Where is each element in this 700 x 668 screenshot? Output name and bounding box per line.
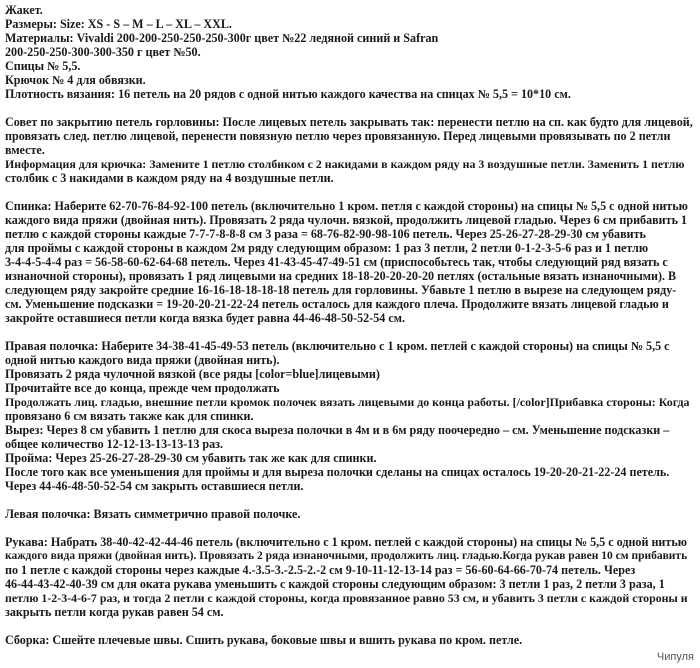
- text-line: Прочитайте все до конца, прежде чем продолжать: [5, 381, 280, 395]
- left-front-section: [5, 507, 693, 521]
- text-line: петлю с каждой стороны каждые 7-7-7-8-8-8 см 3 раза = 68-76-82-90-98-106 петель. Через 25-26-27-28-29-30 см убавить: [5, 227, 646, 241]
- text-line: Рукава: Набрать 38-40-42-42-44-46 петель (включительно с 1 кром. петлей с каждой стороны) на спицы № 5,5 с одной нитью: [5, 535, 687, 549]
- text-line: каждого вида пряжи (двойная нить). Провязать 2 ряда чулочн. вязкой, продолжить лицевой гладью. Через 6 см прибавить 1: [5, 213, 688, 227]
- pattern-document: [5, 3, 693, 647]
- text-line: для проймы с каждой стороны в каждом 2м ряду следующим образом: 1 раз 3 петли, 2 петли 0-1-2-3-5-6 раз и 1 петлю: [5, 241, 649, 255]
- assembly-section: [5, 633, 693, 647]
- text-line: закройте оставшиеся петли когда вязка будет равна 44-46-48-50-52-54 см.: [5, 311, 405, 325]
- text-line: Продолжать лиц. гладью, внешние петли кромок полочек вязать лицевыми до конца работы. [/color]Прибавка стороны: Когда: [5, 395, 690, 409]
- text-line: 46-44-43-42-40-39 см для оката рукава уменьшить с каждой стороны следующим образом: 3 петли 1 раз, 2 петли 3 раза, 1: [5, 577, 665, 591]
- text-line: Совет по закрытию петель горловины: После лицевых петель закрывать так: перенести петлю на сп. как будто для лицевой,: [5, 115, 693, 129]
- text-line: вместе.: [5, 143, 45, 157]
- sleeve-section: [5, 535, 693, 619]
- text-line: провязано 6 см вязать также как для спинки.: [5, 409, 254, 423]
- text-line: 3-4-4-5-4-4 раз = 56-58-60-62-64-68 петель. Через 41-43-45-47-49-51 см (приспособьтесь так, чтобы следующий ряд вязать с: [5, 255, 668, 269]
- back-section: [5, 199, 693, 325]
- text-line: закрыть петли когда рукав равен 54 см.: [5, 605, 224, 619]
- header-block: [5, 3, 693, 101]
- text-line: Провязать 2 ряда чулочной вязкой (все ряды [color=blue]лицевыми): [5, 367, 380, 381]
- text-line: столбик с 3 накидами в каждом ряду на 4 воздушные петли.: [5, 171, 334, 185]
- text-line: каждого вида пряжи (двойная нить). Провязать 2 ряда изнаночными, продолжить лиц. гладью.Когда рукав равен 10 см прибавить: [5, 550, 688, 562]
- materials-line-2: 200-250-250-300-300-350 г цвет №50.: [5, 45, 201, 59]
- text-line: Спинка: Наберите 62-70-76-84-92-100 петель (включительно 1 кром. петля с каждой стороны) на спицы № 5,5 с одной нитью: [5, 199, 688, 213]
- text-line: петлю 1-2-3-4-6-7 раз, и тогда 2 петли с каждой стороны, когда провязанное равно 53 см, и убавить 3 петли с каждой стороны и: [5, 591, 688, 605]
- text-line: Левая полочка: Вязать симметрично правой полочке.: [5, 507, 301, 521]
- text-line: Вырез: Через 8 см убавить 1 петлю для скоса выреза полочки в 4м и в 6м ряду поочередно – см. Уменьшение подсказки –: [5, 423, 670, 437]
- needles-line: Спицы № 5,5.: [5, 59, 81, 73]
- text-line: см. Уменьшение подсказки = 19-20-20-21-22-24 петель осталось для каждого плеча. Продолжите вязать лицевой гладью и: [5, 297, 669, 311]
- watermark: Чипуля: [656, 651, 694, 663]
- text-line: Пройма: Через 25-26-27-28-29-30 см убавить так же как для спинки.: [5, 451, 377, 465]
- text-line: Через 44-46-48-50-52-54 см закрыть оставшиеся петли.: [5, 479, 304, 493]
- text-line: изнаночной стороны), провязать 1 ряд лицевыми на средних 18-18-20-20-20-20 петлях (остальные вязать изнаночными). В: [5, 269, 677, 283]
- hook-line: Крючок № 4 для обвязки.: [5, 73, 146, 87]
- text-line: следующем ряду закройте средние 16-16-18-18-18-18 петель для горловины. Убавьте 1 петлю в вырезе на следующем ряду-: [5, 283, 677, 297]
- right-front-section: [5, 339, 693, 493]
- text-line: Сборка: Сшейте плечевые швы. Сшить рукава, боковые швы и вшить рукава по кром. петле.: [5, 633, 523, 647]
- tips-block: [5, 115, 693, 185]
- text-line: Информация для крючка: Замените 1 петлю столбиком с 2 накидами в каждом ряду на 3 воздушные петли. Заменить 1 петлю: [5, 157, 685, 171]
- sizes-line: Размеры: Size: XS - S – M – L – XL – XXL.: [5, 17, 232, 31]
- gauge-line: Плотность вязания: 16 петель на 20 рядов с одной нитью каждого качества на спицах № 5,5 = 10*10 см.: [5, 87, 571, 101]
- materials-line: Материалы: Vivaldi 200-200-250-250-250-300г цвет №22 ледяной синий и Safran: [5, 31, 439, 45]
- text-line: по 1 петле с каждой стороны через каждые 4.-3.5-3.-2.5-2.-2 см 9-10-11-12-13-14 раз = 56-60-64-66-70-74 петель. Через: [5, 563, 636, 577]
- text-line: провязать след. петлю лицевой, перенести повязную петлю через провязанную. Перед лицевыми провязывать по 2 петли: [5, 129, 671, 143]
- title-line: Жакет.: [5, 3, 43, 17]
- text-line: Правая полочка: Наберите 34-38-41-45-49-53 петель (включительно с 1 кром. петлей с каждой стороны) на спицы № 5,5 с: [5, 339, 670, 353]
- text-line: одной нитью каждого вида пряжи (двойная нить).: [5, 353, 280, 367]
- text-line: общее количество 12-12-13-13-13-13 раз.: [5, 437, 224, 451]
- text-line: После того как все уменьшения для проймы и для выреза полочки сделаны на спицах осталось 19-20-20-21-22-24 петель.: [5, 465, 670, 479]
